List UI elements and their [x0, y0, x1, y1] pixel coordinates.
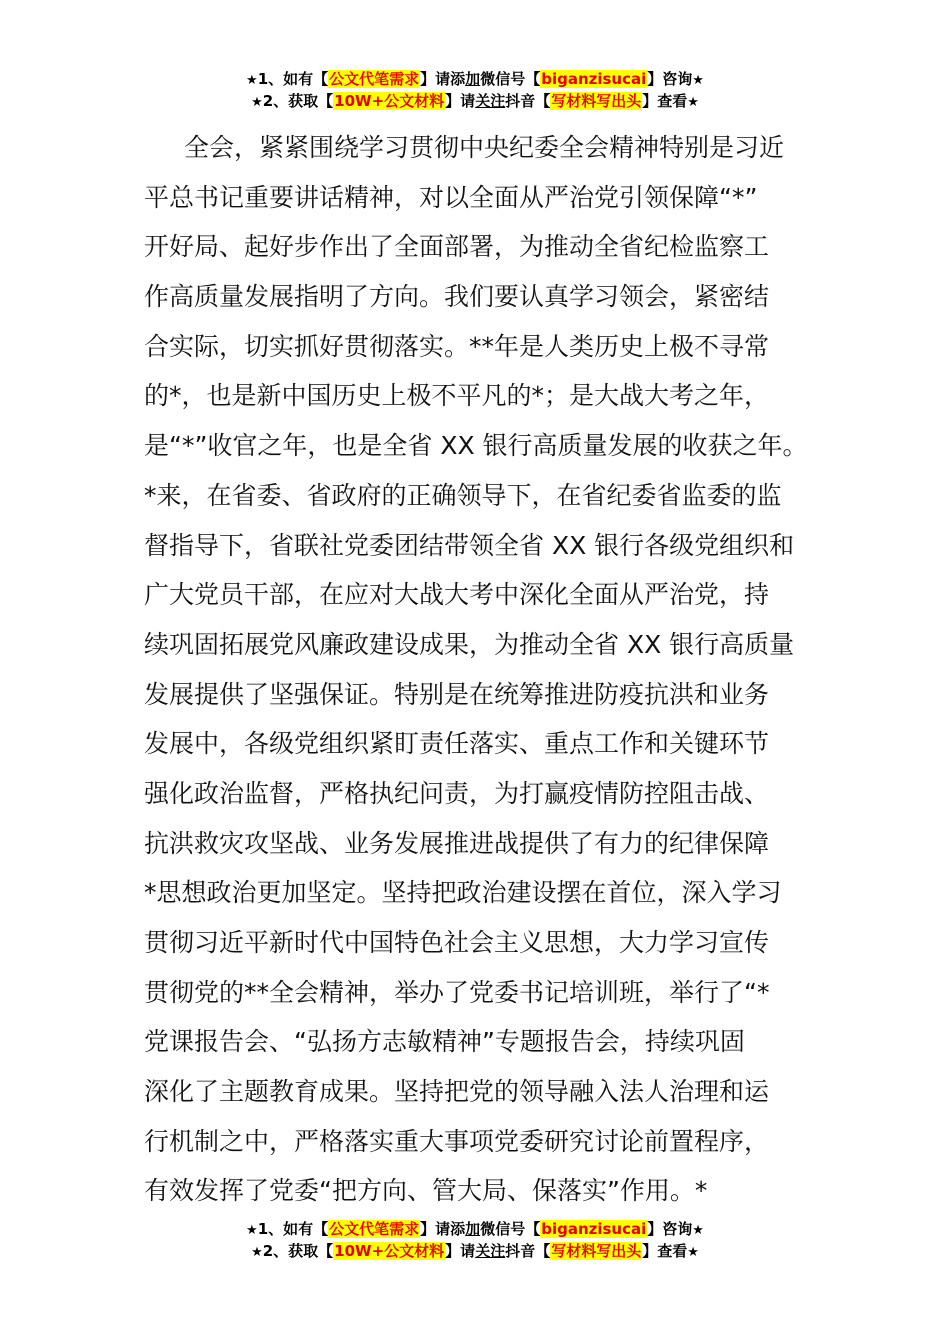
text-line: 合实际，切实抓好贯彻落实。**年是人类历史上极不寻常 [144, 331, 770, 361]
star-icon: ★ [251, 1245, 263, 1260]
banner-text: 】咨询 [647, 1220, 693, 1238]
text-line: *来，在省委、省政府的正确领导下，在省纪委省监委的监 [144, 480, 782, 510]
banner-text-underlined: 加 [465, 70, 481, 88]
banner-text-underlined: 关注 [475, 92, 506, 110]
highlight-service: 公文代笔需求 [329, 70, 420, 88]
banner-text: 】查看 [642, 1242, 688, 1260]
star-icon: ★ [251, 95, 263, 110]
star-icon: ★ [692, 73, 704, 88]
banner-text: 微信号【 [480, 1220, 541, 1238]
highlight-wechat-id: biganzisucai [541, 70, 647, 88]
text-line: 作高质量发展指明了方向。我们要认真学习领会，紧密结 [144, 282, 770, 312]
text-line: 的*，也是新中国历史上极不平凡的*；是大战大考之年， [144, 381, 770, 411]
header-banner [0, 68, 950, 112]
highlight-materials: 10W+公文材料 [334, 1242, 445, 1260]
banner-line-2 [0, 90, 950, 112]
highlight-service: 公文代笔需求 [329, 1220, 420, 1238]
banner-text: 抖音【 [505, 92, 551, 110]
text-line: *思想政治更加坚定。坚持把政治建设摆在首位，深入学习 [144, 878, 782, 908]
highlight-materials: 10W+公文材料 [334, 92, 445, 110]
banner-text: 2、获取【 [262, 92, 334, 110]
text-line: 党课报告会、“弘扬方志敏精神”专题报告会，持续巩固 [144, 1027, 745, 1057]
text-line: 行机制之中，严格落实重大事项党委研究讨论前置程序， [144, 1126, 770, 1156]
text-line: 是“*”收官之年，也是全省 XX 银行高质量发展的收获之年。 [144, 431, 808, 461]
text-line: 强化政治监督，严格执纪问责，为打赢疫情防控阻击战、 [144, 778, 770, 808]
banner-text-underlined: 关注 [475, 1242, 506, 1260]
text-line: 全会，紧紧围绕学习贯彻中央纪委全会精神特别是习近 [184, 133, 785, 162]
document-body [144, 123, 824, 1216]
text-line: 广大党员干部，在应对大战大考中深化全面从严治党，持 [144, 580, 770, 610]
text-line: 贯彻习近平新时代中国特色社会主义思想，大力学习宣传 [144, 928, 770, 957]
banner-text: 微信号【 [480, 70, 541, 88]
text-line: 深化了主题教育成果。坚持把党的领导融入法人治理和运 [144, 1077, 770, 1107]
text-line: 续巩固拓展党风廉政建设成果，为推动全省 XX 银行高质量 [144, 629, 795, 659]
banner-text: 】咨询 [647, 70, 693, 88]
highlight-douyin-account: 写材料写出头 [551, 92, 642, 110]
text-line: 发展提供了坚强保证。特别是在统筹推进防疫抗洪和业务 [144, 679, 770, 709]
banner-text: 】请添 [420, 1220, 466, 1238]
text-line: 平总书记重要讲话精神，对以全面从严治党引领保障“*” [144, 182, 758, 212]
banner-text: 2、获取【 [262, 1242, 334, 1260]
highlight-douyin-account: 写材料写出头 [551, 1242, 642, 1260]
footer-banner [0, 1218, 950, 1262]
banner-line-1 [0, 68, 950, 90]
banner-text: 抖音【 [505, 1242, 551, 1260]
banner-text: 1、如有【 [257, 1220, 329, 1238]
star-icon: ★ [246, 1223, 258, 1238]
banner-text-underlined: 加 [465, 1220, 481, 1238]
text-line: 督指导下，省联社党委团结带领全省 XX 银行各级党组织和 [144, 530, 795, 560]
banner-line-2 [0, 1240, 950, 1262]
highlight-wechat-id: biganzisucai [541, 1220, 647, 1238]
star-icon: ★ [692, 1223, 704, 1238]
text-line: 开好局、起好步作出了全面部署，为推动全省纪检监察工 [144, 232, 770, 262]
text-line: 发展中，各级党组织紧盯责任落实、重点工作和关键环节 [144, 729, 770, 759]
banner-text: 】请 [445, 1242, 476, 1260]
banner-text: 】查看 [642, 92, 688, 110]
text-line: 贯彻党的**全会精神，举办了党委书记培训班，举行了“* [144, 977, 770, 1007]
banner-text: 1、如有【 [257, 70, 329, 88]
star-icon: ★ [687, 1245, 699, 1260]
banner-line-1 [0, 1218, 950, 1240]
text-line: 有效发挥了党委“把方向、管大局、保落实”作用。* [144, 1176, 708, 1206]
star-icon: ★ [246, 73, 258, 88]
star-icon: ★ [687, 95, 699, 110]
text-line: 抗洪救灾攻坚战、业务发展推进战提供了有力的纪律保障 [144, 828, 770, 858]
banner-text: 】请 [445, 92, 476, 110]
banner-text: 】请添 [420, 70, 466, 88]
